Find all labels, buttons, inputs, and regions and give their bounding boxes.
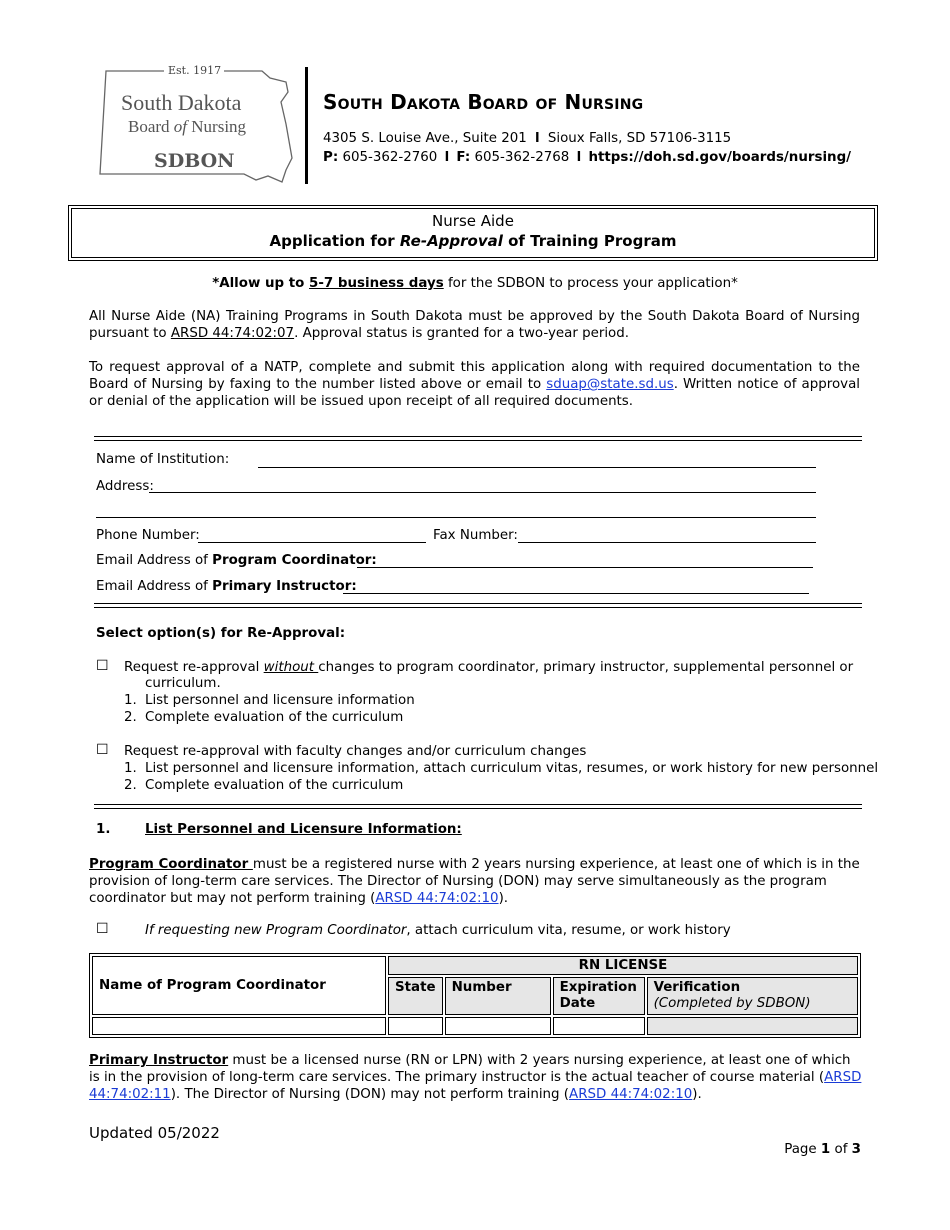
- arsd-link-instr-1[interactable]: ARSD 44:74:02:11: [89, 1070, 862, 1102]
- fax-label: Fax Number:: [433, 528, 518, 543]
- opt2-item-2: Complete evaluation of the curriculum: [145, 778, 404, 793]
- org-contact-line: [323, 150, 851, 165]
- option-2-checkbox[interactable]: ☐: [96, 742, 109, 758]
- fax-field[interactable]: [518, 542, 816, 543]
- institution-field[interactable]: [258, 467, 816, 468]
- col-number-header: Number: [445, 977, 551, 1015]
- org-city: Sioux Falls, SD 57106-3115: [547, 131, 732, 146]
- notice-pre: *Allow up to: [212, 276, 310, 291]
- sdbon-logo: [96, 62, 296, 186]
- page-num: 1: [820, 1142, 831, 1157]
- section-1-heading: List Personnel and Licensure Information:: [145, 822, 462, 837]
- form-title-pre: Application for: [269, 232, 400, 250]
- option-1-text: [124, 660, 853, 675]
- logo-est: Est. 1917: [168, 64, 222, 77]
- opt2-item-1: List personnel and licensure information, attach curriculum vitas, resumes, or work history for new personnel: [145, 761, 879, 776]
- option-2-text: Request re-approval with faculty changes and/or curriculum changes: [124, 744, 587, 759]
- org-name: South Dakota Board of Nursing: [323, 90, 644, 114]
- opt1-item-1: List personnel and licensure information: [145, 693, 415, 708]
- new-pc-emph: If requesting new Program Coordinator: [145, 923, 407, 938]
- form-title-post: of Training Program: [502, 232, 677, 250]
- coordinator-email-label: [96, 553, 377, 568]
- form-title-emph: Re-Approval: [399, 232, 503, 250]
- instr-bold: Primary Instructor:: [212, 579, 357, 594]
- option-1-checkbox[interactable]: ☐: [96, 658, 109, 674]
- separator: l: [576, 150, 582, 165]
- notice-post: for the SDBON to process your application*: [443, 276, 738, 291]
- pc-text: must be a registered nurse with 2 years nursing experience, at least one of which is in the provision of long-term care services. The Director of Nursing (DON) may serve simultaneously as the program coordinator but may not perform training (: [89, 857, 860, 906]
- col-verification-label: Verification: [653, 980, 741, 995]
- notice-days: 5-7 business days: [309, 276, 444, 291]
- logo-line2: [128, 117, 246, 137]
- logo-line2-of: of: [173, 117, 188, 136]
- org-fax: 605-362-2768: [474, 150, 570, 165]
- col-state-header: State: [388, 977, 443, 1015]
- intro-paragraph-1: [89, 308, 860, 342]
- intro-paragraph-2: [89, 359, 860, 410]
- option-1-cont: curriculum.: [145, 676, 221, 691]
- logo-line2-a: Board: [128, 117, 174, 136]
- org-address-line: [323, 131, 731, 146]
- opt1-num-1: 1.: [124, 693, 137, 708]
- opt1-post: changes to program coordinator, primary instructor, supplemental personnel or: [318, 660, 854, 675]
- instr-label: Primary Instructor: [89, 1053, 229, 1068]
- new-coordinator-checkbox[interactable]: ☐: [96, 921, 109, 937]
- pc-label: Program Coordinator: [89, 857, 253, 872]
- pc-tail: ).: [498, 891, 509, 906]
- page-number: [784, 1142, 861, 1157]
- coord-pre: Email Address of: [96, 553, 213, 568]
- intro-p2-tail: . Written notice of approval or denial of the application will be issued upon receipt of all required documents.: [89, 377, 860, 409]
- rule-mid: [94, 603, 862, 608]
- logo-line2-b: Nursing: [187, 117, 247, 136]
- processing-notice: [0, 276, 950, 291]
- cell-verification: [647, 1017, 858, 1035]
- coordinator-email-field[interactable]: [357, 567, 813, 568]
- intro-p1-tail: . Approval status is granted for a two-year period.: [294, 326, 629, 341]
- intro-p2-text: To request approval of a NATP, complete and submit this application along with required documentation to the Board of Nursing by faxing to the number listed above or email to: [89, 360, 860, 392]
- form-subtitle: Nurse Aide: [432, 212, 514, 230]
- title-box: [68, 205, 878, 261]
- instructor-email-field[interactable]: [343, 593, 809, 594]
- separator: l: [535, 131, 540, 146]
- col-verification-header: [647, 977, 858, 1015]
- org-phone: 605-362-2760: [342, 150, 438, 165]
- opt1-pre: Request re-approval: [124, 660, 264, 675]
- instr-mid: ). The Director of Nursing (DON) may not perform training (: [170, 1087, 570, 1102]
- opt2-num-2: 2.: [124, 778, 137, 793]
- page-total: 3: [851, 1142, 861, 1157]
- header-divider: [305, 67, 308, 184]
- email-link[interactable]: sduap@state.sd.us: [546, 377, 674, 392]
- cell-name[interactable]: [92, 1017, 386, 1035]
- institution-label: Name of Institution:: [96, 452, 230, 467]
- opt2-num-1: 1.: [124, 761, 137, 776]
- col-expiration-header: Expiration Date: [553, 977, 645, 1015]
- instructor-email-label: [96, 579, 357, 594]
- cell-number[interactable]: [445, 1017, 551, 1035]
- coord-bold: Program Coordinator:: [212, 553, 377, 568]
- section-1-number: 1.: [96, 822, 111, 837]
- arsd-link-instr-2[interactable]: ARSD 44:74:02:10: [569, 1087, 693, 1102]
- rule-top: [94, 436, 862, 441]
- opt1-item-2: Complete evaluation of the curriculum: [145, 710, 404, 725]
- opt1-emph: without: [263, 660, 319, 675]
- org-address: 4305 S. Louise Ave., Suite 201: [323, 131, 527, 146]
- instr-tail: ).: [692, 1087, 702, 1102]
- rn-license-group-header: RN LICENSE: [388, 956, 858, 975]
- instr-text: must be a licensed nurse (RN or LPN) with 2 years nursing experience, at least one of which is in the provision of long-term care services. The primary instructor is the actual teacher of course material (: [89, 1053, 851, 1085]
- address-field-2[interactable]: [96, 517, 816, 518]
- instr-pre: Email Address of: [96, 579, 213, 594]
- rule-bottom: [94, 804, 862, 809]
- rn-license-table: [89, 953, 861, 1038]
- options-heading: Select option(s) for Re-Approval:: [96, 626, 346, 641]
- col-name-header: Name of Program Coordinator: [92, 956, 386, 1015]
- fax-label: F:: [456, 150, 471, 165]
- updated-date: Updated 05/2022: [89, 1124, 220, 1142]
- separator: l: [444, 150, 450, 165]
- org-url[interactable]: https://doh.sd.gov/boards/nursing/: [588, 150, 852, 165]
- arsd-link-pc[interactable]: ARSD 44:74:02:10: [375, 891, 499, 906]
- phone-label: P:: [323, 150, 339, 165]
- new-coordinator-text: [145, 923, 731, 938]
- primary-instructor-paragraph: [89, 1052, 864, 1103]
- logo-line1: South Dakota: [121, 90, 242, 115]
- opt1-num-2: 2.: [124, 710, 137, 725]
- new-pc-text: , attach curriculum vita, resume, or work history: [406, 923, 731, 938]
- col-verification-note: (Completed by SDBON): [653, 996, 811, 1011]
- phone-field[interactable]: [198, 542, 426, 543]
- address-field[interactable]: [149, 492, 816, 493]
- page-pre: Page: [784, 1142, 821, 1157]
- page-mid: of: [830, 1142, 852, 1157]
- intro-p1-text: All Nurse Aide (NA) Training Programs in South Dakota must be approved by the South Dakota Board of Nursing pursuant to: [89, 309, 860, 341]
- program-coordinator-paragraph: [89, 856, 864, 907]
- phone-label: Phone Number:: [96, 528, 200, 543]
- arsd-link: ARSD 44:74:02:07: [170, 326, 295, 341]
- cell-state[interactable]: [388, 1017, 443, 1035]
- form-title: [69, 232, 877, 250]
- logo-abbr: SDBON: [154, 150, 235, 172]
- address-label: Address:: [96, 479, 154, 494]
- cell-expiration[interactable]: [553, 1017, 645, 1035]
